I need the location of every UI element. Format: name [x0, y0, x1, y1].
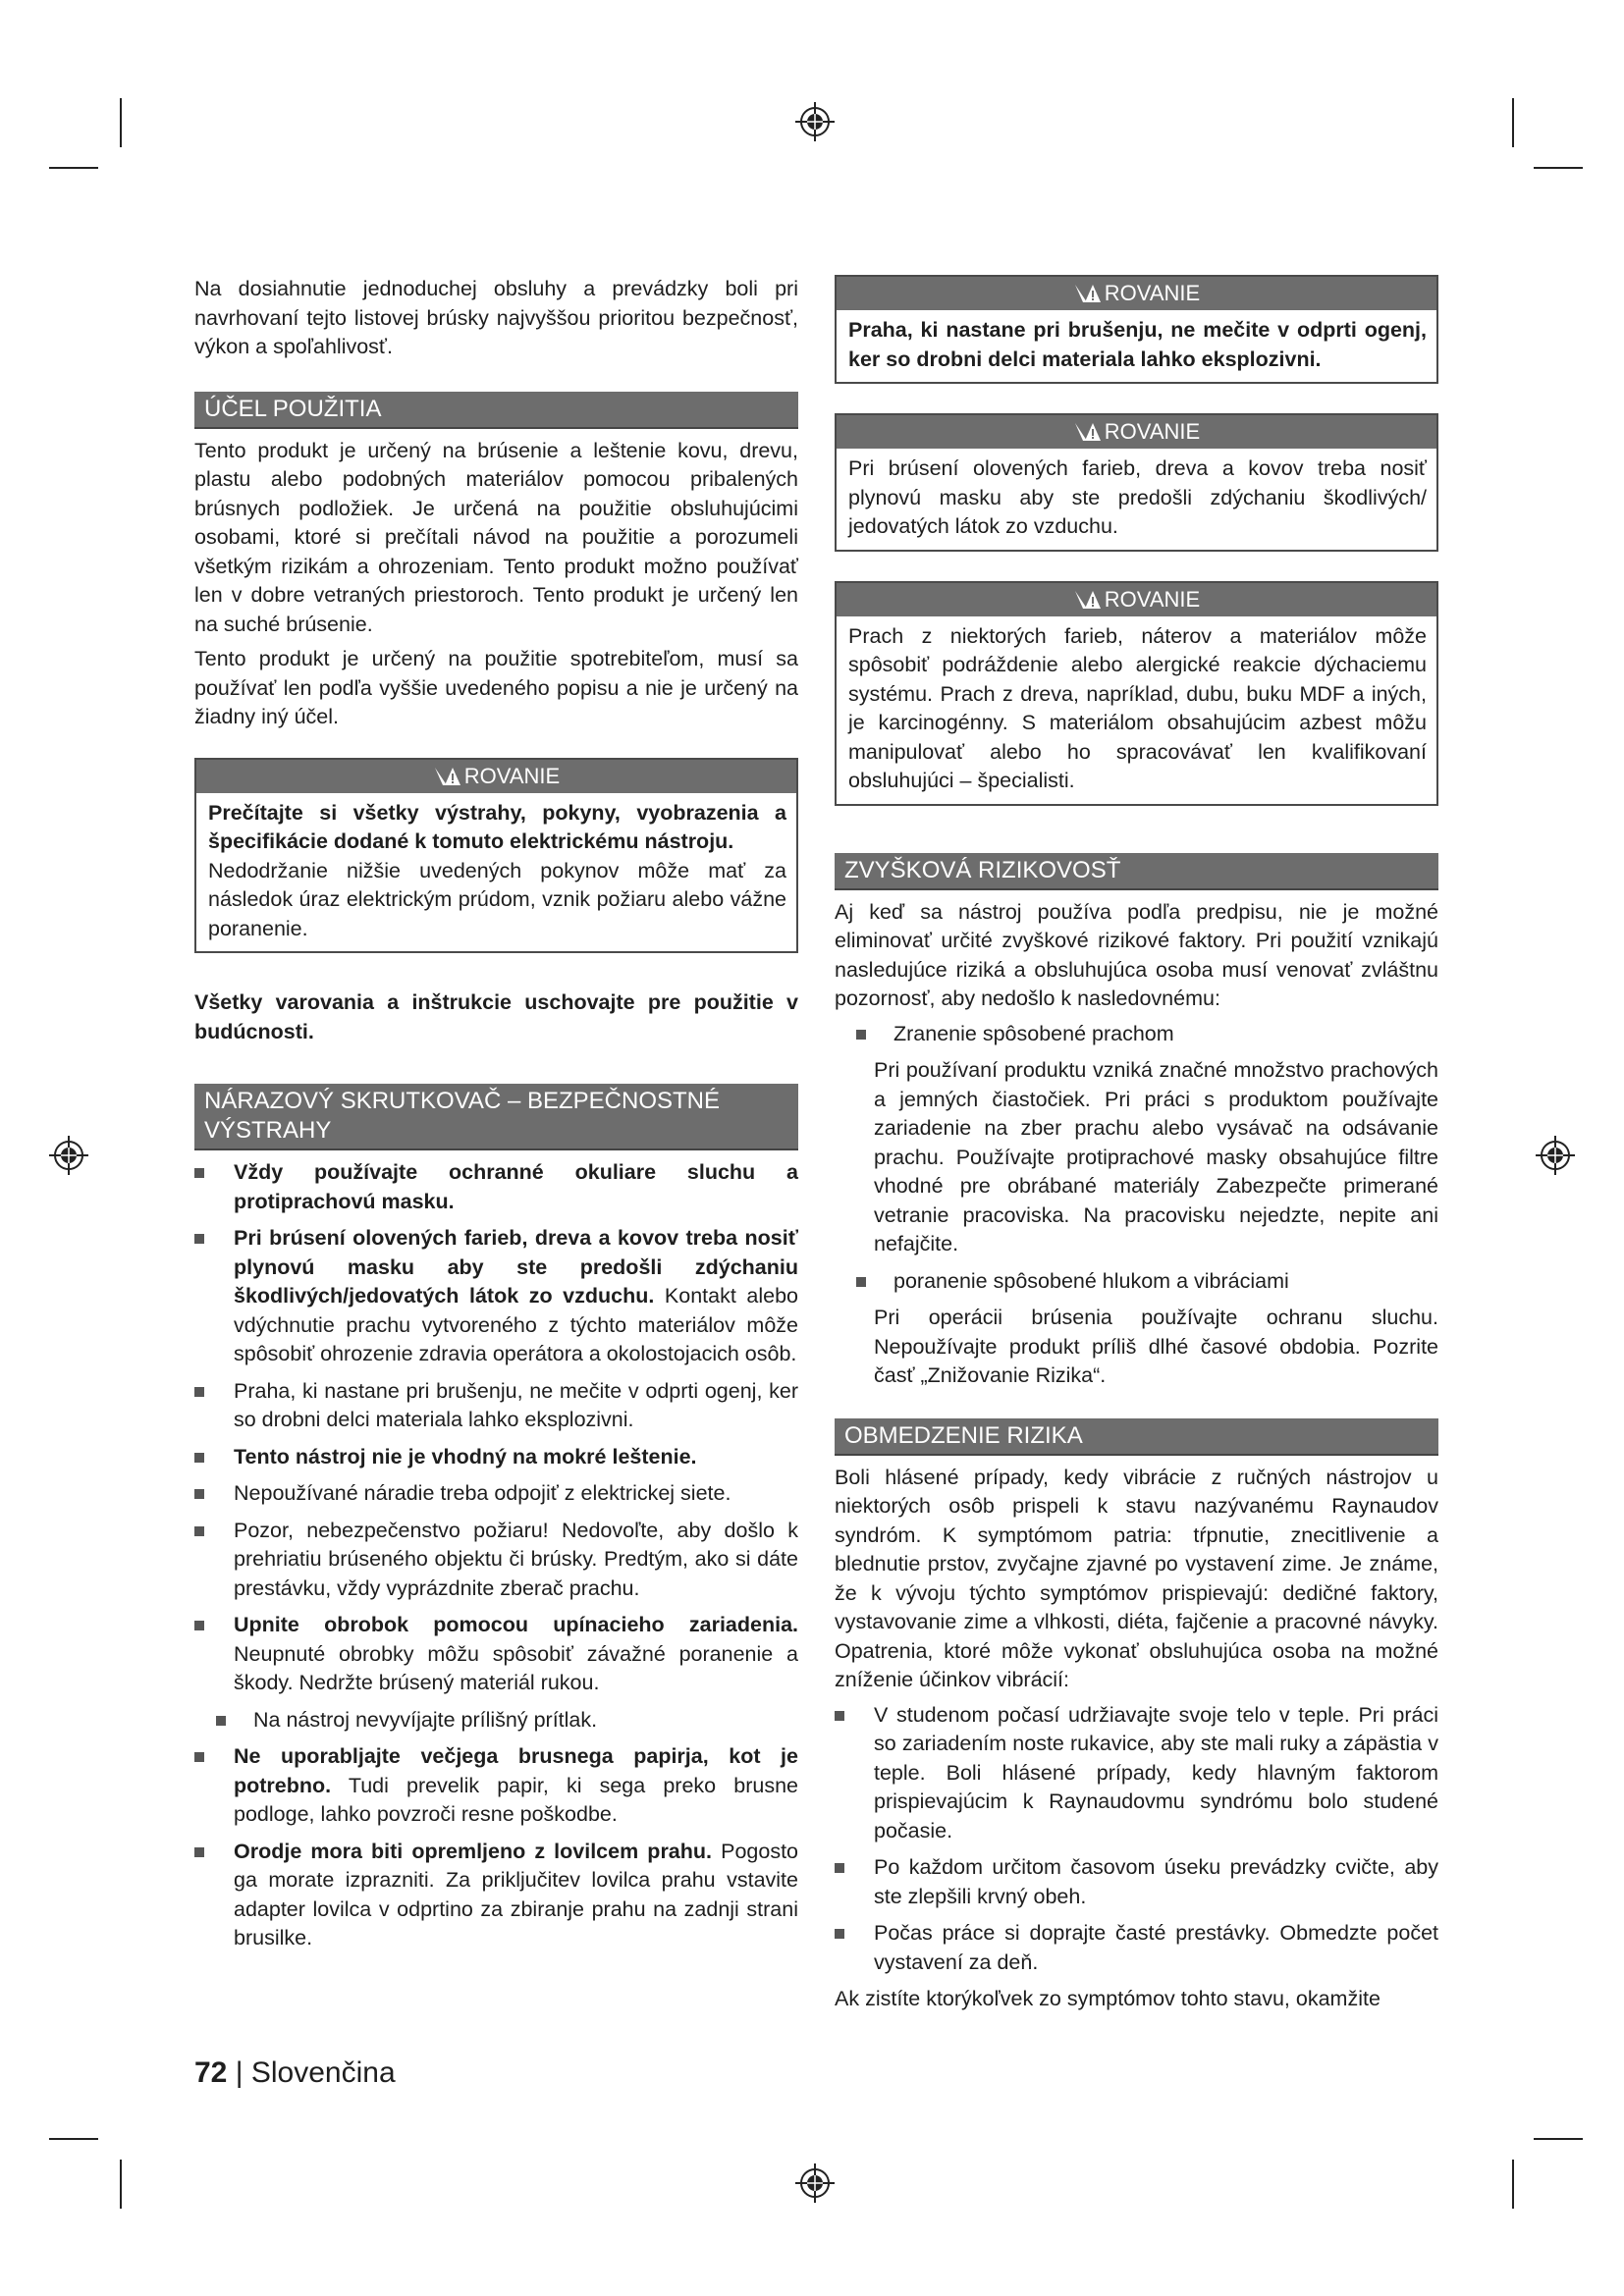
warning-bold-text: Praha, ki nastane pri brušenju, ne mečite v odprti ogenj, ker so drobni delci materiala lahko eksplozivni.	[848, 318, 1427, 371]
square-bullet-icon	[194, 1526, 204, 1536]
usage-paragraph: Tento produkt je určený na brúsenie a leštenie kovu, drevu, plastu alebo podobných materiálov pomocou pribalených brúsnych podložiek. Je určená na použitie obsluhujúcimi osobami, ktoré si prečítali návod na použitie a porozumeli všetkým rizikám a ohrozeniam. Tento produkt možno používať len v dobre vetraných priestoroch. Tento produkt je určený len na suché brúsenie.	[194, 438, 798, 636]
list-item: Praha, ki nastane pri brušenju, ne mečite v odprti ogenj, ker so drobni delci materiala lahko eksplozivni.	[194, 1377, 798, 1435]
square-bullet-icon	[856, 1277, 866, 1287]
list-item: Na nástroj nevyvíjajte prílišný prítlak.	[194, 1706, 798, 1735]
list-item: Nepoužívané náradie treba odpojiť z elektrickej siete.	[194, 1479, 798, 1509]
list-item: Orodje mora biti opremljeno z lovilcem prahu. Pogosto ga morate izprazniti. Za priključitev lovilca prahu vstavite adapter lovilca v odprtino za zbiranje prahu na zadnji strani brusilke.	[194, 1838, 798, 1953]
square-bullet-icon	[194, 1387, 204, 1397]
risk-description: Pri používaní produktu vzniká značné množstvo prachových a jemných čiastočiek. Pri práci s produktom používajte zariadenie na zber prachu alebo vysávač na odsávanie prachu. Používajte protiprachové masky obsahujúce filtre vhodné pre obrábané materiály Zabezpečte primerané vetranie pracoviska. Na pracovisku nejedzte, nepite ani nefajčite.	[874, 1058, 1438, 1255]
list-item: Pri brúsení olovených farieb, dreva a kovov treba nosiť plynovú masku aby ste predošli zdýchaniu škodlivých/jedovatých látok zo vzduchu. Kontakt alebo vdýchnutie prachu vytvoreného z týchto materiálov môže spôsobiť ohrozenie zdravia operátora a okolostojacich osôb.	[194, 1224, 798, 1369]
residual-risk-intro: Aj keď sa nástroj používa podľa predpisu, nie je možné eliminovať určité zvyškové rizikové faktory. Pri použití vznikajú nasledujúce riziká a obsluhujúca osoba musí venovať zvláštnu pozornosť, aby nedošlo k nasledovnému:	[835, 899, 1438, 1010]
list-item: Ne uporabljajte večjega brusnega papirja, kot je potrebno. Tudi prevelik papir, ki sega preko brusne podloge, lahko povzroči resne poškodbe.	[194, 1742, 798, 1830]
list-item: Zranenie spôsobené prachom	[835, 1020, 1438, 1049]
square-bullet-icon	[194, 1234, 204, 1244]
safety-list	[194, 1158, 798, 1953]
warning-text: Pri brúsení olovených farieb, dreva a kovov treba nosiť plynovú masku aby ste predošli zdýchaniu škodlivých/ jedovatých látok zo vzduchu.	[848, 456, 1427, 538]
section-heading-risk-reduction: OBMEDZENIE RIZIKA	[835, 1418, 1438, 1456]
list-item: Pozor, nebezpečenstvo požiaru! Nedovoľte, aby došlo k prehriatiu brúseného objektu či brúsky. Predtým, ako si dáte prestávku, vždy vyprázdnite zberač prachu.	[194, 1517, 798, 1604]
list-item: Vždy používajte ochranné okuliare sluchu a protiprachovú masku.	[194, 1158, 798, 1216]
section-heading-residual-risk: ZVYŠKOVÁ RIZIKOVOSŤ	[835, 853, 1438, 890]
crosshair-registration-mark-icon	[793, 2162, 837, 2205]
warning-header	[196, 760, 796, 793]
warning-text: Prach z niektorých farieb, náterov a materiálov môže spôsobiť podráždenie alebo alergické reakcie dýchaciemu systému. Prach z dreva, napríklad, dubu, buku MDF a iných, je karcinogénny. S materiálom obsahujúcim azbest môžu manipulovať alebo ho spracovávať len kvalifikovaní obsluhujúci – špecialisti.	[848, 623, 1427, 792]
square-bullet-icon	[194, 1847, 204, 1857]
warning-triangle-icon	[433, 766, 462, 787]
crosshair-registration-mark-icon	[793, 100, 837, 143]
closing-text: Ak zistíte ktorýkoľvek zo symptómov tohto stavu, okamžite	[835, 1987, 1380, 2010]
warning-header	[837, 277, 1436, 310]
square-bullet-icon	[856, 1030, 866, 1040]
crosshair-registration-mark-icon	[1534, 1134, 1577, 1177]
square-bullet-icon	[194, 1489, 204, 1499]
usage-paragraph: Tento produkt je určený na použitie spotrebiteľom, musí sa používať len podľa vyššie uvedeného popisu a nie je určený na žiadny iný účel.	[194, 647, 798, 728]
list-item: Po každom určitom časovom úseku prevádzky cvičte, aby ste zlepšili krvný obeh.	[835, 1853, 1438, 1911]
crop-mark-top-right-horizontal	[1534, 167, 1583, 169]
warning-box	[835, 581, 1438, 806]
warning-box	[835, 275, 1438, 384]
square-bullet-icon	[216, 1716, 226, 1726]
page-footer	[194, 2056, 396, 2091]
warning-triangle-icon	[1073, 589, 1103, 611]
crop-mark-top-right-vertical	[1512, 98, 1514, 147]
footer-language: Slovenčina	[250, 2056, 396, 2089]
crop-mark-top-left-horizontal	[49, 167, 98, 169]
warning-text: Nedodržanie nižšie uvedených pokynov môže mať za následok úraz elektrickým prúdom, vznik požiaru alebo vážne poranenie.	[208, 858, 786, 940]
square-bullet-icon	[835, 1929, 844, 1939]
warning-triangle-icon	[1073, 421, 1103, 443]
warning-header	[837, 583, 1436, 616]
square-bullet-icon	[194, 1168, 204, 1178]
list-item: Počas práce si doprajte časté prestávky. Obmedzte počet vystavení za deň.	[835, 1919, 1438, 1977]
list-item: poranenie spôsobené hlukom a vibráciami	[835, 1267, 1438, 1297]
warning-label: ROVANIE	[1104, 419, 1201, 444]
warning-box	[835, 413, 1438, 552]
section-heading-usage: ÚČEL POUŽITIA	[194, 392, 798, 429]
square-bullet-icon	[835, 1863, 844, 1873]
crosshair-registration-mark-icon	[47, 1134, 90, 1177]
crop-mark-bottom-right-horizontal	[1534, 2138, 1583, 2140]
square-bullet-icon	[194, 1453, 204, 1463]
crop-mark-bottom-right-vertical	[1512, 2160, 1514, 2209]
square-bullet-icon	[835, 1711, 844, 1721]
footer-separator: |	[235, 2056, 244, 2089]
list-item: Tento nástroj nie je vhodný na mokré leštenie.	[194, 1443, 798, 1472]
left-column	[194, 275, 798, 1961]
crop-mark-bottom-left-horizontal	[49, 2138, 98, 2140]
right-column	[835, 275, 1438, 2020]
warning-label: ROVANIE	[1104, 281, 1201, 305]
square-bullet-icon	[194, 1752, 204, 1762]
crop-mark-bottom-left-vertical	[120, 2160, 122, 2209]
warning-box	[194, 758, 798, 954]
list-item: Upnite obrobok pomocou upínacieho zariadenia. Neupnuté obrobky môžu spôsobiť závažné poranenie a škody. Nedržte brúsený materiál rukou.	[194, 1611, 798, 1698]
keep-instructions-note: Všetky varovania a inštrukcie uschovajte pre použitie v budúcnosti.	[194, 990, 798, 1043]
warning-bold-text: Prečítajte si všetky výstrahy, pokyny, vyobrazenia a špecifikácie dodané k tomuto elektrickému nástroju.	[208, 800, 786, 853]
warning-triangle-icon	[1073, 283, 1103, 304]
square-bullet-icon	[194, 1621, 204, 1630]
residual-risk-list	[835, 1020, 1438, 1049]
risk-description: Pri operácii brúsenia používajte ochranu sluchu. Nepoužívajte produkt príliš dlhé časové obdobia. Pozrite časť „Znižovanie Rizika“.	[874, 1306, 1438, 1387]
section-heading-safety: NÁRAZOVÝ SKRUTKOVAČ – BEZPEČNOSTNÉ VÝSTRAHY	[194, 1084, 798, 1150]
intro-paragraph: Na dosiahnutie jednoduchej obsluhy a prevádzky boli pri navrhovaní tejto listovej brúsky najvyššou prioritou bezpečnosť, výkon a spoľahlivosť.	[194, 277, 798, 358]
crop-mark-top-left-vertical	[120, 98, 122, 147]
warning-label: ROVANIE	[1104, 586, 1201, 612]
residual-risk-list	[835, 1267, 1438, 1297]
page-number: 72	[194, 2056, 228, 2089]
warning-label: ROVANIE	[463, 763, 561, 788]
list-item: V studenom počasí udržiavajte svoje telo v teple. Pri práci so zariadením noste rukavice, aby ste mali ruky a zápästia v teple. Boli hlásené prípady, kedy hlavným faktorom prispievajúcim k Raynaudovmu syndrómu bolo studené počasie.	[835, 1701, 1438, 1846]
risk-reduction-list	[835, 1701, 1438, 1978]
warning-header	[837, 415, 1436, 449]
risk-reduction-intro: Boli hlásené prípady, kedy vibrácie z ručných nástrojov u niektorých osôb prispeli k stavu nazývanému Raynaudov syndróm. K symptómom patria: tŕpnutie, znecitlivenie a blednutie prstov, zvyčajne zjavné po vystavení zime. Je známe, že k vývoju týchto symptómov prispievajú: dedičné faktory, vystavovanie zime a vlhkosti, diéta, fajčenie a pracovné návyky. Opatrenia, ktoré môže vykonať obsluhujúca osoba na možné zníženie účinkov vibrácií:	[835, 1465, 1438, 1691]
